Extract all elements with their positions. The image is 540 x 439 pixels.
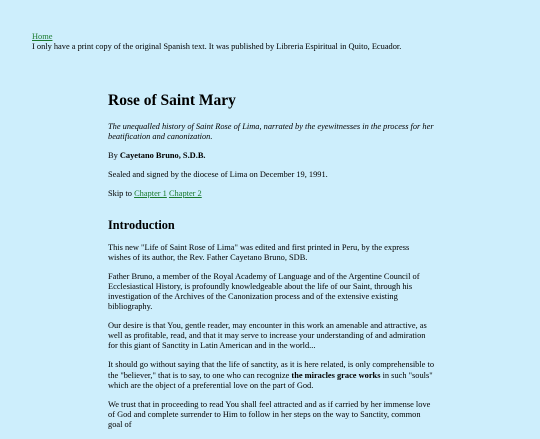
intro-p4-start: It should go without saying that the life of sanctity, as it is here related, is only comprehensible to the "believer," that is to say, to one who can recognize: [108, 360, 435, 380]
intro-p4-emphasis: the miracles grace works: [291, 370, 381, 380]
chapter-2-link[interactable]: Chapter 2: [168, 188, 202, 198]
intro-paragraph-5: We trust that in proceeding to read You shall feel attracted and as if carried by her immense love of God and complete surrender to Him to follow in her steps on the way to Sanctity, common goal of: [108, 399, 431, 429]
top-section: [32, 32, 532, 52]
main-content: [108, 92, 434, 439]
subtitle: The unequalled history of Saint Rose of Lima, narrated by the eyewitnesses in the process for her beatification and canonization.: [108, 121, 434, 141]
home-line: [32, 32, 532, 42]
chapter-1-link[interactable]: Chapter 1: [134, 188, 167, 198]
skip-line: [108, 189, 434, 199]
intro-p4-end: in such "souls" which are the object of a preferential love on the part of God.: [108, 370, 433, 390]
author-name: Cayetano Bruno, S.D.B.: [119, 150, 206, 160]
skip-prefix: Skip to: [108, 188, 135, 198]
intro-paragraph-3: Our desire is that You, gentle reader, may encounter in this work an amenable and attractive, as well as profitable, read, and that it may serve to increase your understanding of and admiration for this giant of Sanctity in Latin American and in the world...: [108, 321, 427, 351]
source-note: I only have a print copy of the original Spanish text. It was published by Libreria Espiritual in Quito, Ecuador.: [32, 42, 402, 52]
home-link[interactable]: Home: [32, 32, 53, 41]
page-title: Rose of Saint Mary: [108, 92, 236, 109]
author-prefix: By: [108, 150, 120, 160]
sealed-line: Sealed and signed by the diocese of Lima on December 19, 1991.: [108, 169, 328, 179]
intro-paragraph-2: Father Bruno, a member of the Royal Academy of Language and of the Argentine Council of Ecclesiastical History, is profoundly knowledgeable about the life of our Saint, through his investigation of the Archives of the Canonization process and of the extensive existing bibliography.: [108, 271, 420, 312]
intro-paragraph-1: This new "Life of Saint Rose of Lima" was edited and first printed in Peru, by the express wishes of its author, the Rev. Father Cayetano Bruno, SDB.: [108, 242, 410, 262]
author-line: [108, 151, 434, 161]
intro-paragraph-4: [108, 360, 434, 390]
section-heading-introduction: Introduction: [108, 217, 175, 232]
